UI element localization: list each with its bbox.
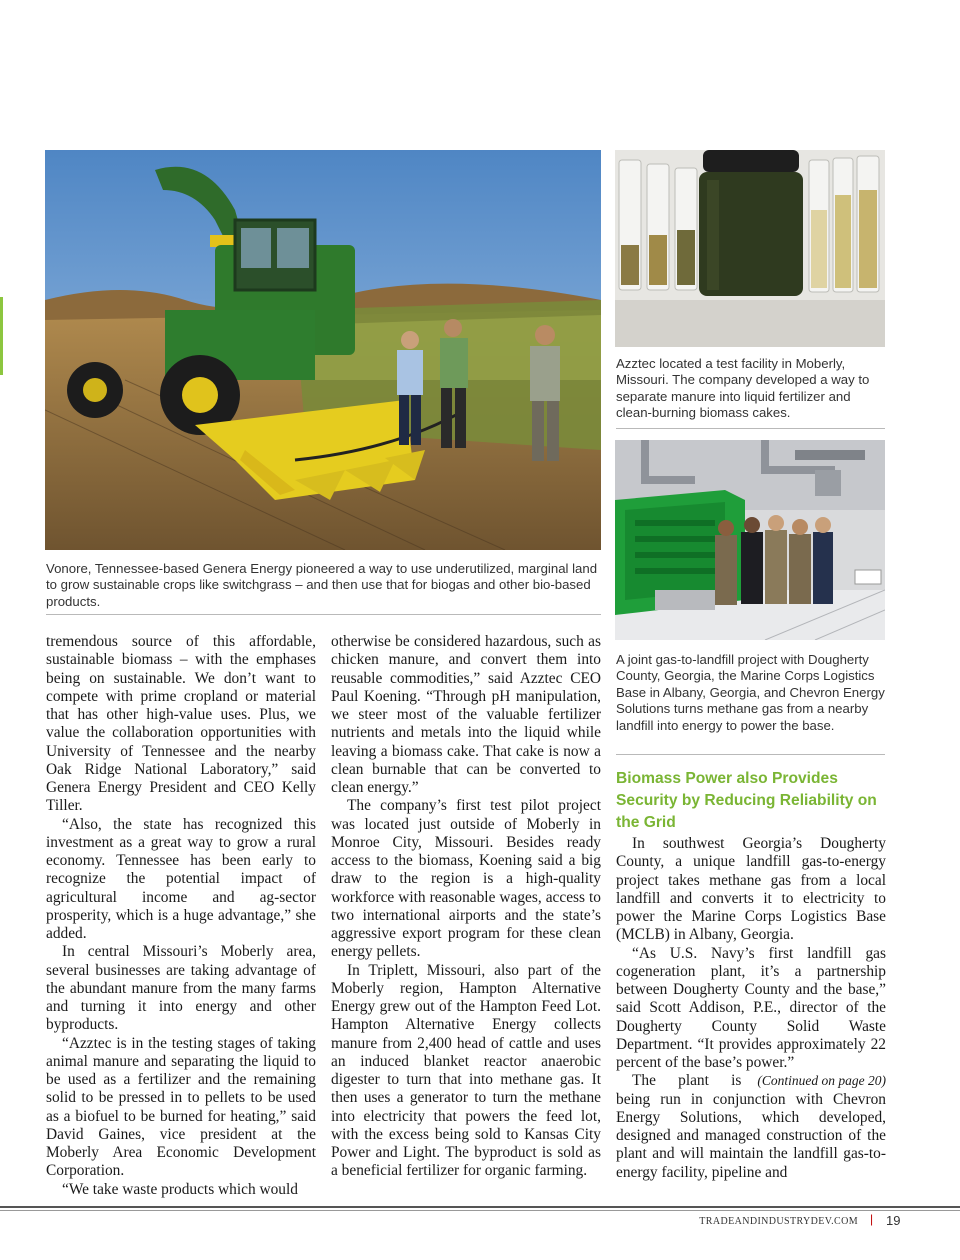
column1-paragraph: “Azztec is in the testing stages of taking animal manure and separating the liquid to be used as a fertilizer and the remaining solid to be pressed in to pellets to be used as a biofuel to be burned for heating,” said David Gaines, vice president at the Moberly Area Economic Development Corporation. [46, 1034, 316, 1180]
column1-paragraph: “We take waste products which would [62, 1180, 298, 1198]
jars-caption-rule [616, 428, 885, 429]
column2-paragraph: The company’s first test pilot project was located just outside of Moberly in Monroe City, Missouri. Besides ready access to the biomass, Koening said a big draw to the region is a high-quality workforce with reasonable wages, access to two international airports and the state’s aggressive export program for these clean energy pellets. [331, 797, 601, 961]
sidebar-paragraph: In southwest Georgia’s Dougherty County, a unique landfill gas-to-energy project takes methane gas from a local landfill and converts it to electricity to power the Marine Corps Logistics Base (MCLB) in Albany, Georgia. [616, 835, 886, 944]
page-accent-bar [0, 297, 3, 375]
harvester-photo [45, 150, 601, 550]
footer-rule-thick [0, 1206, 960, 1208]
body-column-1 [46, 633, 316, 1199]
page-number: 19 [886, 1213, 901, 1228]
footer-rule-thin [0, 1210, 960, 1211]
continued-note: (Continued on page 20) [757, 1073, 886, 1089]
harvester-caption-rule [46, 614, 601, 615]
jars-photo [615, 150, 885, 347]
column2-paragraph: otherwise be considered hazardous, such as chicken manure, and convert them into reusable commodities,” said Azztec CEO Paul Koening. “Through pH manipulation, we steer most of the valuable fertilizer nutrients and metals into the liquid while leaving a biomass cake. That cake is now a clean burnable that can be converted to clean energy.” [331, 633, 601, 796]
column1-paragraph: tremendous source of this affordable, sustainable biomass – with the emphases being on sustainable. We don’t want to compete with prime cropland or material that has other high-value uses. Plus, we value the collaboration opportunities with University of Tennessee and the nearby Oak Ridge National Laboratory,” said Genera Energy President and CEO Kelly Tiller. [46, 633, 316, 815]
sidebar-heading: Biomass Power also Provides Security by Reducing Reliability on the Grid [616, 770, 877, 831]
generator-illustration [615, 440, 885, 640]
jars-illustration [615, 150, 885, 347]
footer-website: TRADEANDINDUSTRYDEV.COM [699, 1216, 858, 1227]
body-column-3 [616, 835, 886, 1182]
column1-paragraph: In central Missouri’s Moberly area, several businesses are taking advantage of the abundant manure from the many farms and turning it into energy and other byproducts. [46, 943, 316, 1034]
harvester-illustration [45, 150, 601, 550]
generator-caption: A joint gas-to-landfill project with Dougherty County, Georgia, the Marine Corps Logistics Base in Albany, Georgia, and Chevron Energy Solutions turns methane gas from a nearby landfill into energy to power the base. [616, 652, 885, 733]
footer-separator: | [870, 1212, 874, 1226]
generator-photo [615, 440, 885, 640]
sidebar-paragraph-text: The plant is being run in conjunction with Chevron Energy Solutions, which developed, designed and managed construction of the plant and will maintain the landfill gas-to-energy facility, pipeline and [616, 1072, 886, 1181]
sidebar-paragraph: “As U.S. Navy’s first landfill gas cogeneration plant, it’s a partnership between Dougherty County and the base,” said Scott Addison, P.E., director of the Dougherty County Solid Waste Department. “It provides approximately 22 percent of the base’s power.” [616, 944, 886, 1071]
sidebar-paragraph [616, 1072, 886, 1182]
column1-paragraph: “Also, the state has recognized this investment as a great way to grow a rural economy. Tennessee has been early to recognize the potential impact of agricultural income and ag-sector prosperity, which is a huge advantage,” she added. [46, 815, 316, 942]
body-column-2 [331, 633, 601, 1181]
harvester-caption: Vonore, Tennessee-based Genera Energy pioneered a way to use underutilized, marginal land to grow sustainable crops like switchgrass – and then use that for biogas and other bio-based products. [46, 561, 598, 609]
column2-paragraph: In Triplett, Missouri, also part of the Moberly region, Hampton Alternative Energy grew out of the Hampton Feed Lot. Hampton Alternative Energy collects manure from 2,400 head of cattle and uses an induced blanket reactor anaerobic digester to turn that into methane gas. It then uses a generator to turn the methane into electricity that powers the feed lot, with the excess being sold to Kansas City Power and Light. The byproduct is sold as a beneficial fertilizer for organic farming. [331, 961, 601, 1180]
generator-caption-rule [616, 754, 885, 755]
jars-caption: Azztec located a test facility in Moberly, Missouri. The company developed a way to separate manure into liquid fertilizer and clean-burning biomass cakes. [616, 356, 870, 421]
